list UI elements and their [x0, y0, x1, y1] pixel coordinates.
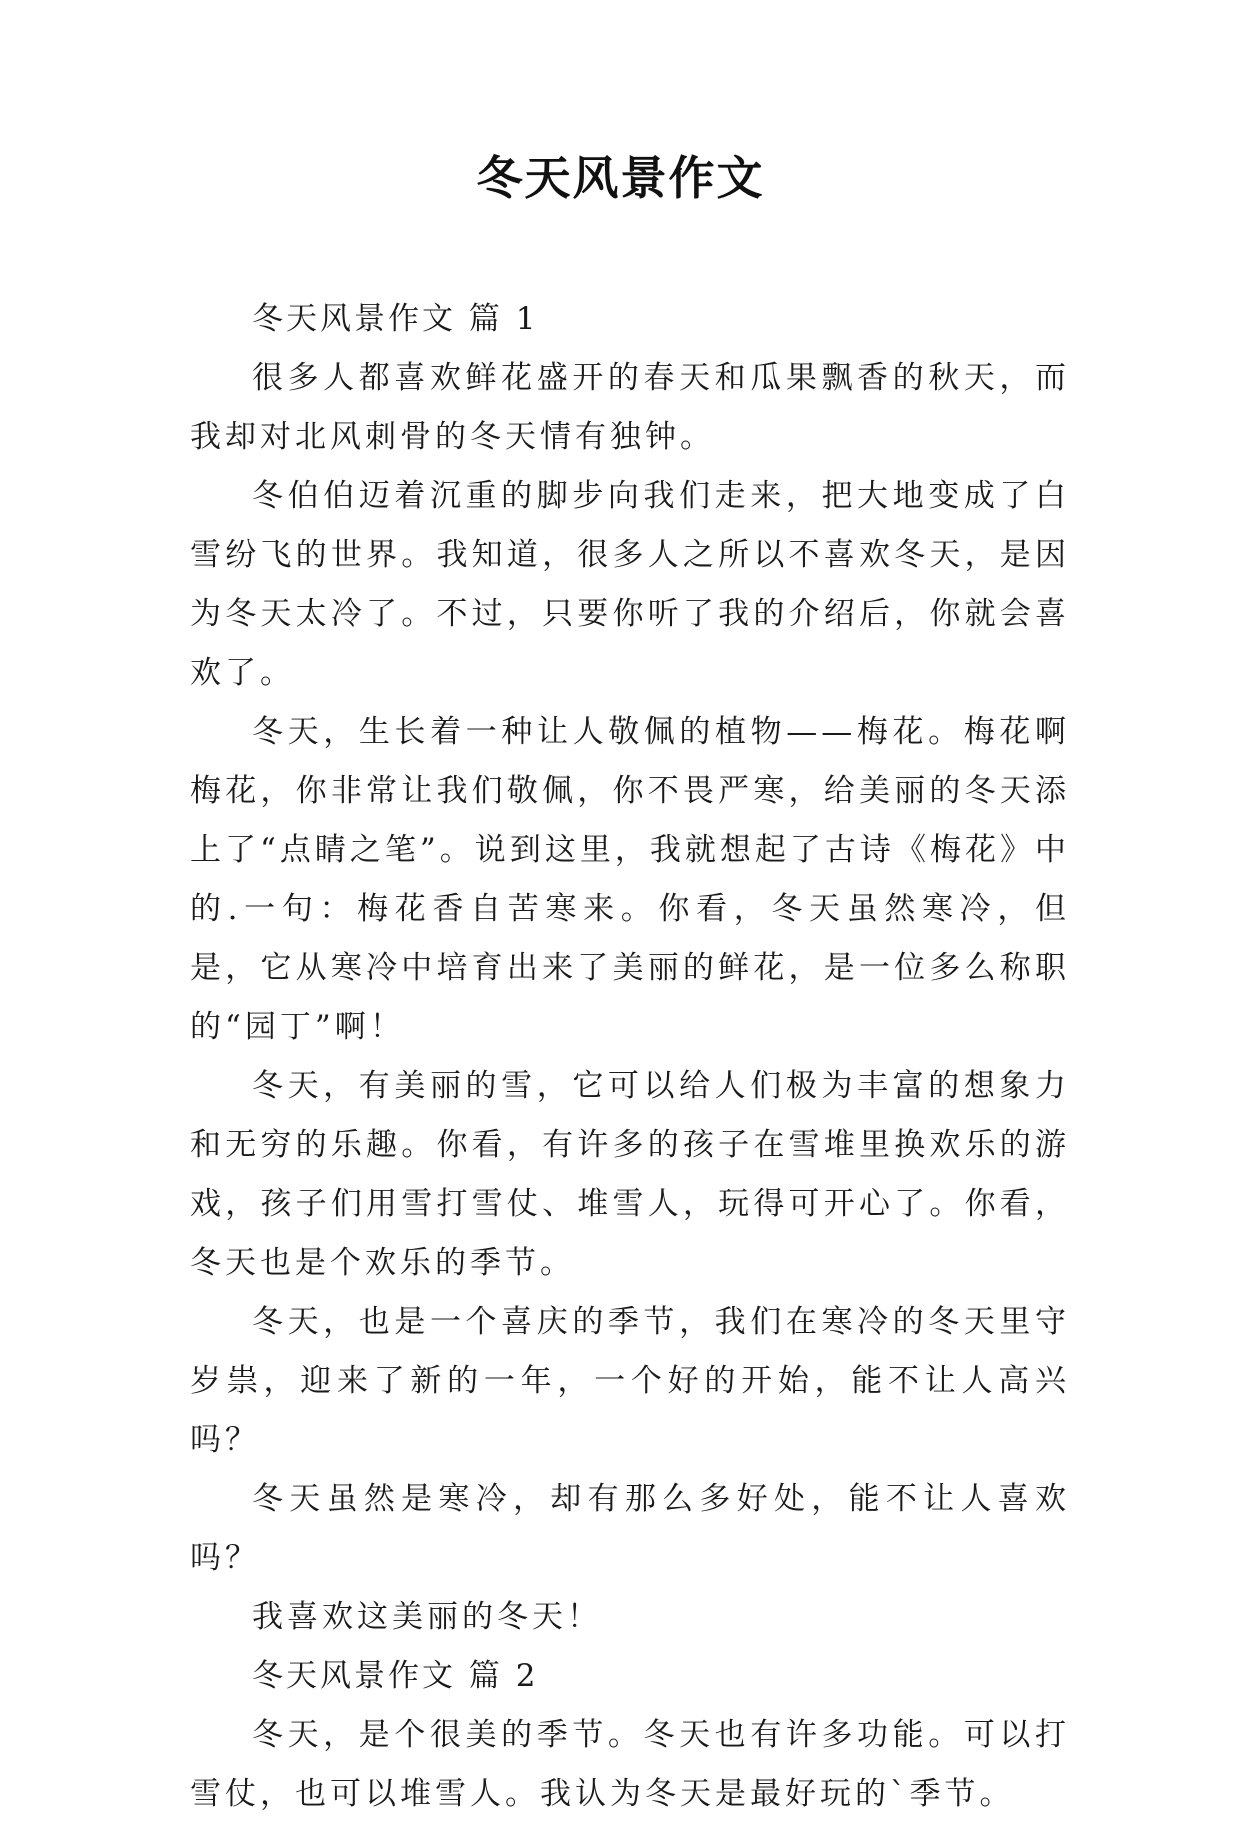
- section-heading-2: 冬天风景作文 篇 2: [252, 1658, 539, 1694]
- document-body: [190, 290, 1070, 1824]
- paragraph: 冬伯伯迈着沉重的脚步向我们走来，把大地变成了白雪纷飞的世界。我知道，很多人之所以不喜欢冬天，是因为冬天太冷了。不过，只要你听了我的介绍后，你就会喜欢了。: [190, 478, 1070, 691]
- paragraph: 冬天，也是一个喜庆的季节，我们在寒冷的冬天里守岁祟，迎来了新的一年，一个好的开始，能不让人高兴吗？: [190, 1304, 1070, 1458]
- paragraph: 我喜欢这美丽的冬天！: [252, 1599, 602, 1635]
- paragraph: 冬天，有美丽的雪，它可以给人们极为丰富的想象力和无穷的乐趣。你看，有许多的孩子在雪堆里换欢乐的游戏，孩子们用雪打雪仗、堆雪人，玩得可开心了。你看，冬天也是个欢乐的季节。: [190, 1068, 1070, 1281]
- paragraph: 冬天，生长着一种让人敬佩的植物——梅花。梅花啊梅花，你非常让我们敬佩，你不畏严寒，给美丽的冬天添上了“点睛之笔”。说到这里，我就想起了古诗《梅花》中的.一句：梅花香自苦寒来。你看，冬天虽然寒冷，但是，它从寒冷中培育出来了美丽的鲜花，是一位多么称职的“园丁”啊！: [190, 714, 1070, 1045]
- paragraph: 很多人都喜欢鲜花盛开的春天和瓜果飘香的秋天，而我却对北风刺骨的冬天情有独钟。: [190, 360, 1070, 455]
- document-title: 冬天风景作文: [476, 151, 765, 205]
- paragraph: 冬天，是个很美的季节。冬天也有许多功能。可以打雪仗，也可以堆雪人。我认为冬天是最好玩的`季节。: [190, 1717, 1070, 1812]
- paragraph: 冬天虽然是寒冷，却有那么多好处，能不让人喜欢吗？: [190, 1481, 1070, 1576]
- section-heading-1: 冬天风景作文 篇 1: [252, 301, 539, 337]
